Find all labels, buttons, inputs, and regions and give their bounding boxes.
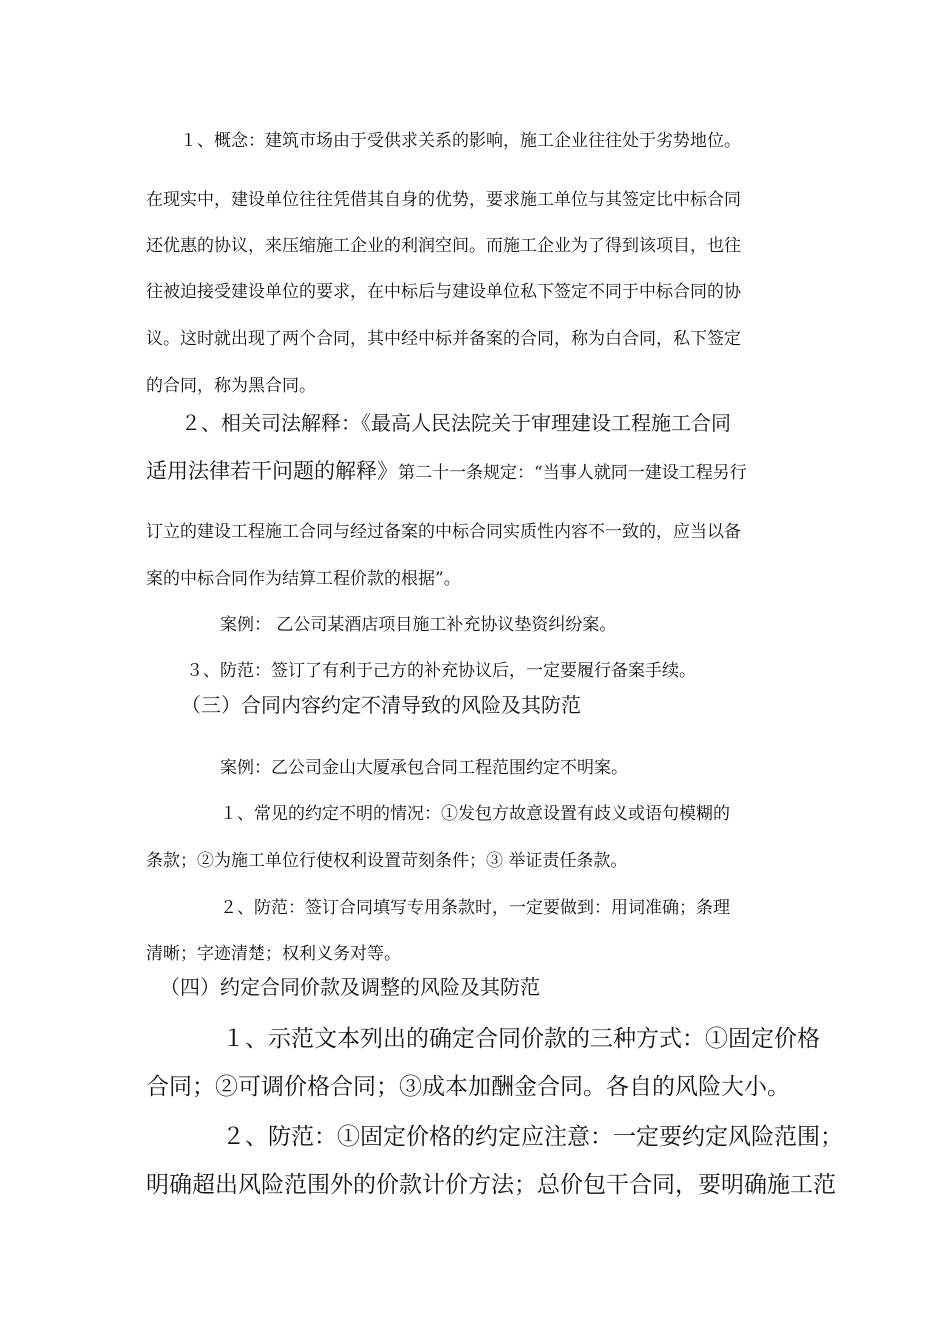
paragraph-line: １、概念：建筑市场由于受供求关系的影响，施工企业往往处于劣势地位。: [180, 131, 741, 151]
paragraph-line: ２、防范：①固定价格的约定应注意：一定要约定风险范围；: [222, 1124, 843, 1150]
paragraph-line: [146, 455, 747, 485]
section-heading-line: （三）合同内容约定不清导致的风险及其防范: [181, 693, 581, 717]
paragraph-line: ３、防范：签订了有利于己方的补充协议后，一定要履行备案手续。: [186, 661, 696, 681]
law-title-text: 适用法律若干问题的解释》: [146, 459, 398, 483]
paragraph-line: 合同；②可调价格合同；③成本加酬金合同。各自的风险大小。: [146, 1074, 790, 1100]
paragraph-line: 的合同，称为黑合同。: [146, 376, 316, 396]
paragraph-line: 议。这时就出现了两个合同，其中经中标并备案的合同，称为白合同，私下签定: [146, 329, 741, 349]
paragraph-line: 在现实中，建设单位往往凭借其自身的优势，要求施工单位与其签定比中标合同: [146, 190, 741, 210]
paragraph-line: 条款；②为施工单位行使权利设置苛刻条件；③ 举证责任条款。: [146, 851, 628, 871]
law-article-text: 第二十一条规定：“当事人就同一建设工程另行: [398, 463, 747, 483]
paragraph-line: １、示范文本列出的确定合同价款的三种方式：①固定价格: [222, 1026, 820, 1052]
case-line: 案例： 乙公司某酒店项目施工补充协议垫资纠纷案。: [220, 615, 617, 635]
paragraph-line: 还优惠的协议，来压缩施工企业的利润空间。而施工企业为了得到该项目，也往: [146, 236, 741, 256]
paragraph-line: 清晰；字迹清楚；权利义务对等。: [146, 944, 401, 964]
paragraph-line: 明确超出风险范围外的价款计价方法；总价包干合同，要明确施工范: [146, 1172, 836, 1198]
case-line: 案例：乙公司金山大厦承包合同工程范围约定不明案。: [220, 758, 628, 778]
paragraph-line: １、常见的约定不明的情况：①发包方故意设置有歧义或语句模糊的: [220, 804, 730, 824]
section-heading-line: （四）约定合同价款及调整的风险及其防范: [160, 975, 540, 999]
section-heading-line: ２、相关司法解释：《最高人民法院关于审理建设工程施工合同: [181, 411, 731, 435]
paragraph-line: 往被迫接受建设单位的要求，在中标后与建设单位私下签定不同于中标合同的协: [146, 282, 741, 302]
paragraph-line: 订立的建设工程施工合同与经过备案的中标合同实质性内容不一致的，应当以备: [146, 522, 741, 542]
paragraph-line: 案的中标合同作为结算工程价款的根据”。: [146, 569, 461, 589]
paragraph-line: ２、防范：签订合同填写专用条款时，一定要做到：用词准确；条理: [220, 898, 730, 918]
